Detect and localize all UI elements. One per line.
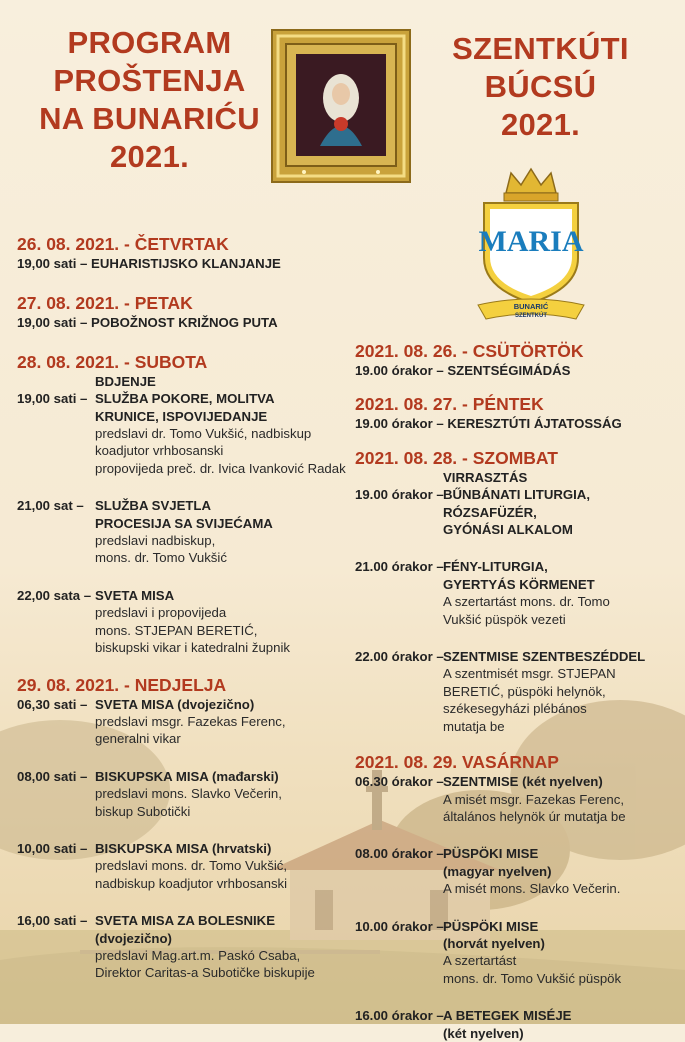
maria-shield-emblem xyxy=(476,163,586,323)
event-detail: Vukšić püspök vezeti xyxy=(443,611,566,627)
event-title: KRUNICE, ISPOVIJEDANJE xyxy=(95,408,268,424)
event xyxy=(355,558,680,628)
event-title: A BETEGEK MISÉJE xyxy=(443,1008,572,1024)
event-title: PÜSPÖKI MISE xyxy=(443,918,539,934)
day-heading: 26. 08. 2021. - ČETVRTAK xyxy=(17,234,229,254)
event-detail: koadjutor vrhbosanski xyxy=(95,443,224,459)
emblem-banner-top: BUNARIĆ xyxy=(513,302,549,311)
emblem-banner-bottom: SZENTKÚT xyxy=(515,313,547,319)
event-detail: predslavi dr. Tomo Vukšić, nadbiskup xyxy=(95,426,312,442)
event-detail: propovijeda preč. dr. Ivica Ivanković Radak xyxy=(95,460,346,476)
event-detail: predslavi i propovijeda xyxy=(95,605,227,621)
event-detail: A szertartást xyxy=(443,953,517,969)
event-title: SVETA MISA xyxy=(95,587,175,603)
event-detail: A misét msgr. Fazekas Ferenc, xyxy=(443,791,625,807)
event-line: 19,00 sati – EUHARISTIJSKO KLANJANJE xyxy=(17,256,281,271)
title-line: 2021. xyxy=(109,139,190,174)
event-title: GYÓNÁSI ALKALOM xyxy=(443,522,573,538)
title-hungarian xyxy=(428,30,653,144)
event xyxy=(17,390,346,477)
day-block xyxy=(355,751,680,1042)
event-detail: Direktor Caritas-a Subotičke biskupije xyxy=(95,965,315,981)
title-line: BÚCSÚ xyxy=(484,69,597,104)
event-title: SLUŽBA POKORE, MOLITVA xyxy=(95,391,275,407)
event-detail: generalni vikar xyxy=(95,731,181,747)
day-heading: 2021. 08. 26. - CSÜTÖRTÖK xyxy=(355,341,584,361)
event xyxy=(355,918,680,988)
event-time: 22.00 órakor – xyxy=(355,649,444,665)
event-time: 06,30 sati – xyxy=(17,696,88,712)
day-heading: 2021. 08. 27. - PÉNTEK xyxy=(355,394,544,415)
day-heading: 27. 08. 2021. - PETAK xyxy=(17,293,193,314)
emblem-monogram: MARIA xyxy=(478,225,584,258)
event-time: 06.30 órakor – xyxy=(355,774,444,790)
event-title: BISKUPSKA MISA (hrvatski) xyxy=(95,840,272,856)
program-croatian xyxy=(17,233,346,982)
day-heading: 2021. 08. 29. VASÁRNAP xyxy=(355,752,559,773)
event-title: (két nyelven) xyxy=(443,1025,524,1041)
day-block xyxy=(17,674,337,982)
event-title: BŰNBÁNATI LITURGIA, xyxy=(443,487,590,503)
event xyxy=(355,486,680,538)
event-title: FÉNY-LITURGIA, xyxy=(443,559,548,575)
event-time: 08.00 órakor – xyxy=(355,846,444,862)
event-detail: A szentmisét msgr. STJEPAN xyxy=(443,666,616,682)
event-detail: nadbiskup koadjutor vrhbosanski xyxy=(95,875,288,891)
event xyxy=(17,497,337,567)
day-heading: 29. 08. 2021. - NEDJELJA xyxy=(17,674,227,695)
event-detail: mons. STJEPAN BERETIĆ, xyxy=(95,622,258,638)
event-title: VIRRASZTÁS xyxy=(443,469,528,485)
event-title: (dvojezično) xyxy=(95,930,172,946)
event-detail: A szertartást mons. dr. Tomo xyxy=(443,594,610,610)
event xyxy=(355,469,680,486)
event-title: PÜSPÖKI MISE xyxy=(443,846,539,862)
event-time: 21,00 sat – xyxy=(17,498,84,514)
day-block xyxy=(17,351,346,657)
event-title: SZENTMISE SZENTBESZÉDDEL xyxy=(443,649,646,665)
event xyxy=(17,912,337,982)
event-title: RÓZSAFÜZÉR, xyxy=(443,504,537,520)
event-detail: BERETIĆ, püspöki helynök, xyxy=(443,683,606,699)
day-block xyxy=(355,447,680,735)
event xyxy=(17,587,337,657)
event-title: (horvát nyelven) xyxy=(443,935,545,951)
event-time: 21.00 órakor – xyxy=(355,559,444,575)
event-detail: A misét mons. Slavko Večerin. xyxy=(443,881,621,897)
event-title: (magyar nyelven) xyxy=(443,863,552,879)
event-detail: predslavi nadbiskup, xyxy=(95,533,216,549)
event-line: 19.00 órakor – KERESZTÚTI ÁJTATOSSÁG xyxy=(355,416,622,432)
event-time: 16,00 sati – xyxy=(17,913,88,929)
event-detail: biskupski vikar i katedralni župnik xyxy=(95,640,290,656)
event-title: SLUŽBA SVJETLA xyxy=(95,498,212,514)
title-line: PROGRAM xyxy=(67,25,232,60)
event xyxy=(17,840,337,892)
event xyxy=(355,648,680,735)
event xyxy=(17,696,337,748)
event-title: BDJENJE xyxy=(95,373,156,389)
event-title: PROCESIJA SA SVIJEĆAMA xyxy=(95,515,273,531)
event-time: 16.00 órakor – xyxy=(355,1008,444,1024)
day-block xyxy=(355,340,680,379)
event xyxy=(17,373,337,390)
event-title: BISKUPSKA MISA (mađarski) xyxy=(95,768,279,784)
event-detail: biskup Subotički xyxy=(95,803,191,819)
event-title: SZENTMISE (két nyelven) xyxy=(443,774,603,790)
event-time: 10,00 sati – xyxy=(17,840,88,856)
event xyxy=(355,1007,680,1042)
day-block xyxy=(355,393,680,432)
event-detail: predslavi Mag.art.m. Paskó Csaba, xyxy=(95,947,301,963)
event-line: 19.00 órakor – SZENTSÉGIMÁDÁS xyxy=(355,363,571,378)
event xyxy=(355,845,680,897)
event-time: 08,00 sati – xyxy=(17,768,88,784)
event-time: 10.00 órakor – xyxy=(355,918,444,934)
event-detail: általános helynök úr mutatja be xyxy=(443,808,626,824)
event-title: SVETA MISA (dvojezično) xyxy=(95,696,255,712)
title-line: 2021. xyxy=(500,107,581,142)
title-line: SZENTKÚTI xyxy=(452,31,629,66)
madonna-icon-picture xyxy=(268,26,414,186)
title-line: PROŠTENJA xyxy=(53,63,246,98)
event-detail: mutatja be xyxy=(443,718,505,734)
event-title: GYERTYÁS KÖRMENET xyxy=(443,576,595,592)
event-detail: predslavi mons. dr. Tomo Vukšić, xyxy=(95,858,288,874)
event-title: SVETA MISA ZA BOLESNIKE xyxy=(95,913,275,929)
event-detail: predslavi mons. Slavko Večerin, xyxy=(95,786,282,802)
event-time: 19,00 sati – xyxy=(17,391,88,407)
day-heading: 28. 08. 2021. - SUBOTA xyxy=(17,351,208,372)
day-heading: 2021. 08. 28. - SZOMBAT xyxy=(355,447,558,468)
title-line: NA BUNARIĆU xyxy=(39,101,260,136)
event xyxy=(355,773,680,825)
day-block xyxy=(17,292,337,331)
day-block xyxy=(17,233,337,272)
program-hungarian xyxy=(355,340,680,1042)
title-croatian xyxy=(22,24,277,176)
event-line: 19,00 sati – POBOŽNOST KRIŽNOG PUTA xyxy=(17,315,278,331)
event-detail: mons. dr. Tomo Vukšić xyxy=(95,550,227,566)
event xyxy=(17,768,337,820)
event-detail: mons. dr. Tomo Vukšić püspök xyxy=(443,970,622,986)
event-detail: predslavi msgr. Fazekas Ferenc, xyxy=(95,713,286,729)
event-time: 19.00 órakor – xyxy=(355,487,444,503)
event-detail: székesegyházi plébános xyxy=(443,701,587,717)
event-time: 22,00 sata – xyxy=(17,587,92,603)
